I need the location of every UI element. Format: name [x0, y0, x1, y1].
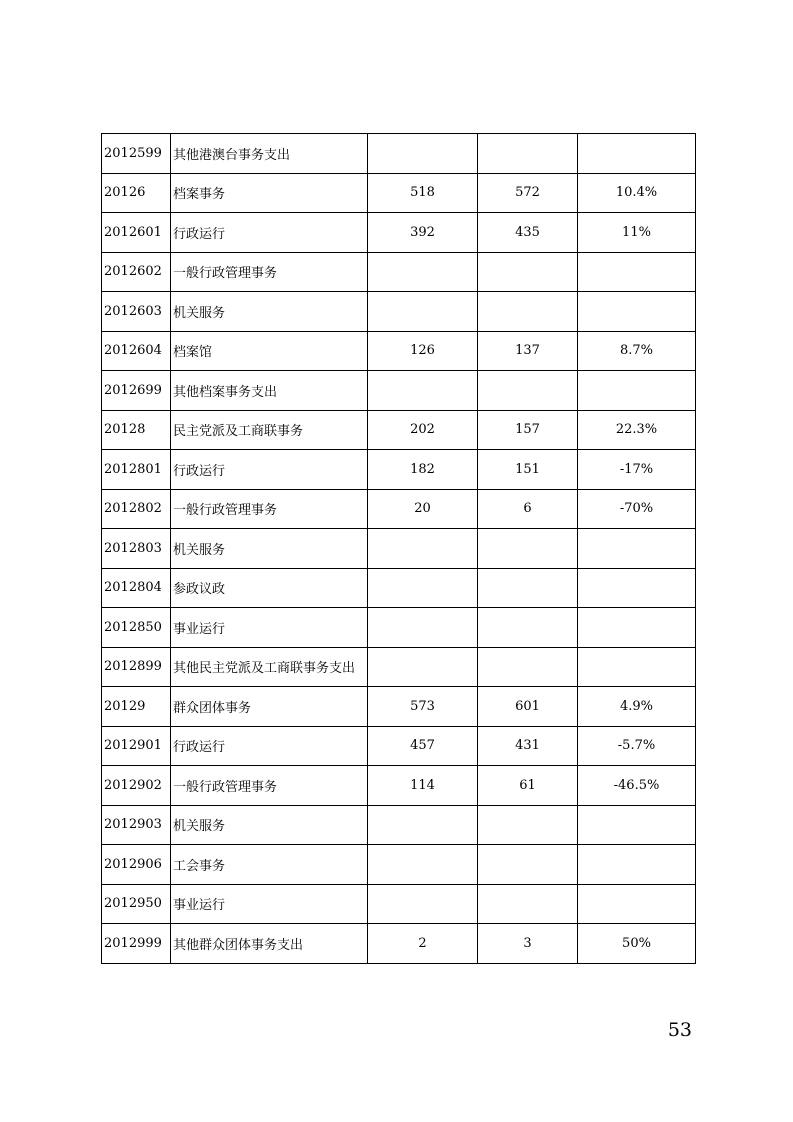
cell-change-pct	[578, 805, 696, 845]
cell-name: 群众团体事务	[171, 687, 368, 727]
cell-amount-curr	[478, 884, 578, 924]
cell-code: 2012604	[102, 331, 171, 371]
page-number: 53	[667, 1019, 692, 1041]
cell-change-pct	[578, 371, 696, 411]
cell-amount-prev: 114	[368, 766, 478, 806]
cell-amount-curr: 431	[478, 726, 578, 766]
cell-name: 其他档案事务支出	[171, 371, 368, 411]
cell-code: 2012601	[102, 213, 171, 253]
cell-name: 参政议政	[171, 568, 368, 608]
cell-name: 行政运行	[171, 213, 368, 253]
cell-name: 一般行政管理事务	[171, 766, 368, 806]
cell-name: 档案馆	[171, 331, 368, 371]
cell-code: 2012906	[102, 845, 171, 885]
cell-amount-prev	[368, 568, 478, 608]
cell-amount-prev	[368, 608, 478, 648]
table-row	[102, 292, 696, 332]
cell-change-pct: 10.4%	[578, 173, 696, 213]
cell-name: 档案事务	[171, 173, 368, 213]
cell-amount-curr	[478, 371, 578, 411]
table-row	[102, 805, 696, 845]
cell-amount-curr: 572	[478, 173, 578, 213]
table-row	[102, 252, 696, 292]
cell-change-pct	[578, 134, 696, 174]
cell-amount-curr	[478, 568, 578, 608]
table-body	[102, 134, 696, 964]
cell-change-pct	[578, 529, 696, 569]
cell-amount-prev	[368, 529, 478, 569]
table-row	[102, 766, 696, 806]
cell-amount-prev	[368, 134, 478, 174]
table-row	[102, 410, 696, 450]
table-row	[102, 173, 696, 213]
cell-amount-curr	[478, 134, 578, 174]
cell-amount-prev: 573	[368, 687, 478, 727]
cell-code: 2012599	[102, 134, 171, 174]
cell-name: 一般行政管理事务	[171, 252, 368, 292]
table-row	[102, 726, 696, 766]
cell-change-pct: 22.3%	[578, 410, 696, 450]
table-row	[102, 845, 696, 885]
cell-code: 2012901	[102, 726, 171, 766]
cell-change-pct	[578, 884, 696, 924]
cell-amount-prev	[368, 252, 478, 292]
cell-amount-prev: 2	[368, 924, 478, 964]
cell-change-pct: -17%	[578, 450, 696, 490]
cell-amount-curr	[478, 805, 578, 845]
cell-name: 机关服务	[171, 292, 368, 332]
cell-change-pct	[578, 292, 696, 332]
cell-amount-curr: 61	[478, 766, 578, 806]
table-row	[102, 450, 696, 490]
cell-amount-prev	[368, 884, 478, 924]
cell-code: 2012802	[102, 489, 171, 529]
cell-name: 行政运行	[171, 726, 368, 766]
cell-amount-curr: 3	[478, 924, 578, 964]
cell-code: 2012699	[102, 371, 171, 411]
cell-name: 其他群众团体事务支出	[171, 924, 368, 964]
cell-change-pct: -46.5%	[578, 766, 696, 806]
table-row	[102, 213, 696, 253]
cell-amount-curr: 137	[478, 331, 578, 371]
cell-name: 民主党派及工商联事务	[171, 410, 368, 450]
cell-change-pct: 8.7%	[578, 331, 696, 371]
cell-amount-prev: 392	[368, 213, 478, 253]
cell-amount-curr: 157	[478, 410, 578, 450]
table-row	[102, 331, 696, 371]
cell-name: 事业运行	[171, 884, 368, 924]
cell-amount-curr: 601	[478, 687, 578, 727]
cell-code: 2012804	[102, 568, 171, 608]
cell-amount-prev	[368, 845, 478, 885]
cell-change-pct	[578, 647, 696, 687]
table-row	[102, 687, 696, 727]
cell-code: 20126	[102, 173, 171, 213]
cell-amount-prev	[368, 292, 478, 332]
cell-amount-curr: 435	[478, 213, 578, 253]
cell-code: 20128	[102, 410, 171, 450]
cell-code: 2012803	[102, 529, 171, 569]
cell-amount-curr	[478, 608, 578, 648]
table-row	[102, 489, 696, 529]
cell-name: 行政运行	[171, 450, 368, 490]
cell-code: 2012899	[102, 647, 171, 687]
cell-change-pct: 11%	[578, 213, 696, 253]
cell-code: 20129	[102, 687, 171, 727]
cell-code: 2012902	[102, 766, 171, 806]
cell-name: 机关服务	[171, 529, 368, 569]
cell-change-pct	[578, 608, 696, 648]
cell-amount-prev: 518	[368, 173, 478, 213]
cell-name: 事业运行	[171, 608, 368, 648]
cell-amount-curr	[478, 252, 578, 292]
table-row	[102, 371, 696, 411]
cell-code: 2012801	[102, 450, 171, 490]
cell-name: 其他民主党派及工商联事务支出	[171, 647, 368, 687]
table-row	[102, 884, 696, 924]
table-row	[102, 647, 696, 687]
cell-code: 2012903	[102, 805, 171, 845]
cell-change-pct	[578, 252, 696, 292]
cell-code: 2012850	[102, 608, 171, 648]
table-row	[102, 568, 696, 608]
cell-amount-prev: 457	[368, 726, 478, 766]
cell-name: 一般行政管理事务	[171, 489, 368, 529]
cell-code: 2012602	[102, 252, 171, 292]
budget-table	[101, 133, 696, 964]
cell-change-pct: -70%	[578, 489, 696, 529]
cell-code: 2012603	[102, 292, 171, 332]
cell-amount-prev	[368, 647, 478, 687]
cell-amount-curr: 151	[478, 450, 578, 490]
cell-change-pct	[578, 568, 696, 608]
cell-code: 2012999	[102, 924, 171, 964]
table-row	[102, 529, 696, 569]
cell-name: 其他港澳台事务支出	[171, 134, 368, 174]
cell-change-pct: -5.7%	[578, 726, 696, 766]
cell-amount-prev: 182	[368, 450, 478, 490]
cell-amount-prev: 202	[368, 410, 478, 450]
cell-change-pct: 4.9%	[578, 687, 696, 727]
cell-amount-curr	[478, 845, 578, 885]
cell-amount-curr: 6	[478, 489, 578, 529]
table-row	[102, 134, 696, 174]
cell-amount-prev: 20	[368, 489, 478, 529]
cell-amount-prev	[368, 805, 478, 845]
cell-change-pct: 50%	[578, 924, 696, 964]
cell-amount-curr	[478, 529, 578, 569]
cell-name: 工会事务	[171, 845, 368, 885]
cell-change-pct	[578, 845, 696, 885]
cell-amount-curr	[478, 292, 578, 332]
cell-amount-curr	[478, 647, 578, 687]
cell-code: 2012950	[102, 884, 171, 924]
table-row	[102, 924, 696, 964]
cell-name: 机关服务	[171, 805, 368, 845]
cell-amount-prev: 126	[368, 331, 478, 371]
cell-amount-prev	[368, 371, 478, 411]
table-row	[102, 608, 696, 648]
